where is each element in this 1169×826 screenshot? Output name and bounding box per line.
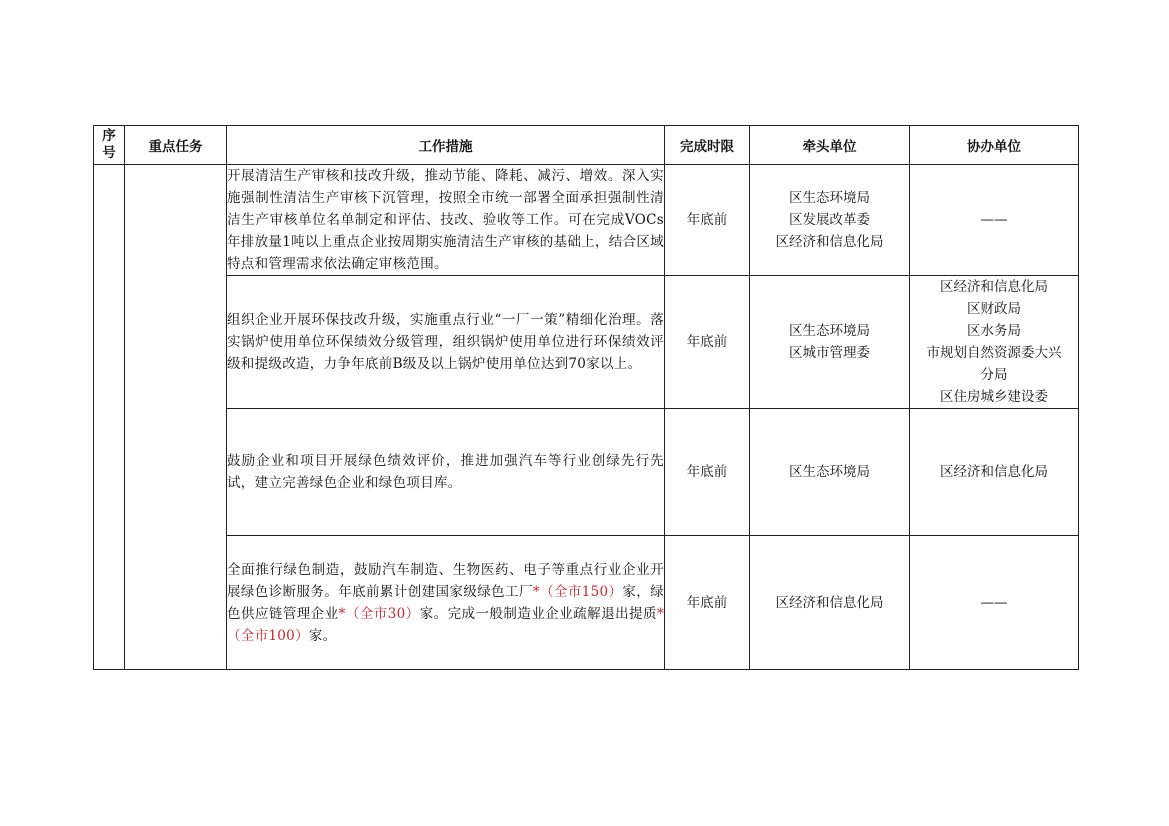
deadline-cell: 年底前	[665, 276, 750, 409]
seq-cell	[94, 165, 125, 670]
lead-unit: 区生态环境局	[789, 323, 870, 339]
measure-text: 全面推行绿色制造，鼓励汽车制造、生物医药、电子等重点行业企业开展绿色诊断服务。年底前累计创建国家级绿色工厂	[227, 561, 664, 600]
lead-unit: 区经济和信息化局	[775, 234, 884, 250]
assist-unit: ——	[980, 212, 1008, 228]
city-target-note: *（全市30）	[338, 605, 420, 622]
assist-unit: ——	[980, 594, 1008, 611]
assist-cell	[910, 276, 1079, 409]
lead-unit: 区生态环境局	[789, 464, 870, 480]
deadline-cell: 年底前	[665, 409, 750, 536]
task-cell	[125, 165, 227, 670]
lead-cell	[750, 536, 910, 670]
assist-unit: 区水务局	[967, 323, 1021, 339]
measure-text: 家。	[308, 627, 337, 644]
lead-cell	[750, 409, 910, 536]
lead-unit: 区生态环境局	[789, 190, 870, 206]
measure-cell: 组织企业开展环保技改升级，实施重点行业“一厂一策”精细化治理。落实锅炉使用单位环保绩效分级管理，组织锅炉使用单位进行环保绩效评级和提级改造，力争年底前B级及以上锅炉使用单位达到70家以上。	[227, 276, 665, 409]
header-task: 重点任务	[125, 126, 227, 165]
measure-text: 家，绿色供应链管理企业	[227, 583, 664, 622]
header-assist: 协办单位	[910, 126, 1079, 165]
header-row	[94, 126, 1079, 165]
city-target-note: *（全市100）	[227, 605, 664, 644]
lead-cell	[750, 165, 910, 276]
assist-unit: 市规划自然资源委大兴	[926, 345, 1062, 361]
assist-cell	[910, 165, 1079, 276]
table-row	[94, 276, 1079, 409]
header-measures: 工作措施	[227, 126, 665, 165]
lead-unit: 区经济和信息化局	[775, 594, 884, 611]
measure-cell: 鼓励企业和项目开展绿色绩效评价，推进加强汽车等行业创绿先行先试，建立完善绿色企业和绿色项目库。	[227, 409, 665, 536]
deadline-cell: 年底前	[665, 536, 750, 670]
measure-cell: 开展清洁生产审核和技改升级，推动节能、降耗、减污、增效。深入实施强制性清洁生产审核下沉管理，按照全市统一部署全面承担强制性清洁生产审核单位名单制定和评估、技改、验收等工作。可在完成VOCs年排放量1吨以上重点企业按周期实施清洁生产审核的基础上，结合区域特点和管理需求依法确定审核范围。	[227, 165, 665, 276]
assist-unit: 区住房城乡建设委	[940, 389, 1048, 405]
deadline-cell: 年底前	[665, 165, 750, 276]
header-seq-line1: 序	[102, 128, 116, 144]
lead-cell	[750, 276, 910, 409]
lead-unit: 区发展改革委	[789, 212, 870, 228]
table-row	[94, 165, 1079, 276]
assist-cell	[910, 536, 1079, 670]
task-table	[93, 125, 1079, 670]
assist-unit: 区经济和信息化局	[940, 279, 1048, 295]
measure-cell	[227, 536, 665, 670]
assist-unit: 分局	[980, 367, 1008, 383]
lead-unit: 区城市管理委	[789, 345, 870, 361]
assist-unit: 区经济和信息化局	[940, 464, 1048, 480]
header-seq	[94, 126, 125, 165]
assist-unit: 区财政局	[967, 301, 1021, 317]
measure-text: 家。完成一般制造业企业疏解退出提质	[419, 605, 657, 622]
table-row	[94, 409, 1079, 536]
assist-cell	[910, 409, 1079, 536]
header-seq-line2: 号	[102, 145, 116, 161]
header-deadline: 完成时限	[665, 126, 750, 165]
header-lead: 牵头单位	[750, 126, 910, 165]
city-target-note: *（全市150）	[532, 583, 623, 600]
table-row	[94, 536, 1079, 670]
